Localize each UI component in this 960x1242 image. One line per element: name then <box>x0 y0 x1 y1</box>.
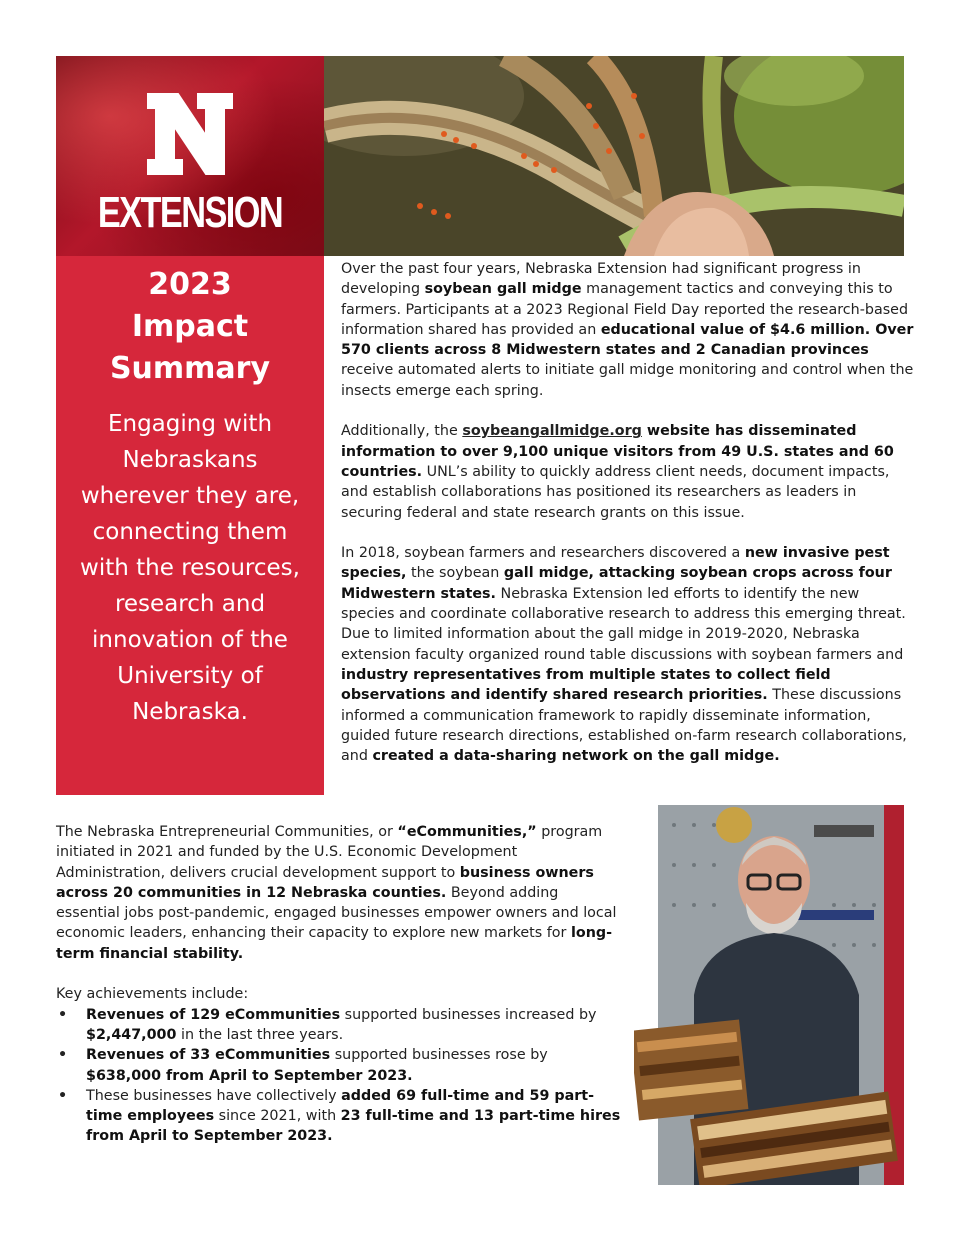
ecommunities-intro <box>56 822 626 964</box>
body-text: Nebraska Extension led efforts to identify the new species and coordinate collaborative research to address this emerging threat. Due to limited information about the gall midge in 2019-2020, Nebraska extension faculty organized round table discussions with soybean farmers and <box>341 585 906 663</box>
gall-midge-paragraph-1 <box>341 259 916 401</box>
emphasis-text: business owners across 20 communities in 12 Nebraska counties. <box>56 864 594 901</box>
soybean-stem-photo <box>324 56 904 256</box>
business-owner-illustration <box>634 805 904 1185</box>
body-text: program initiated in 2021 and funded by the U.S. Economic Development Administration, delivers crucial development support to <box>56 824 603 881</box>
title-impact: Impact <box>131 309 249 344</box>
achievements-list <box>56 1005 626 1147</box>
gall-midge-section <box>341 259 916 787</box>
website-link[interactable]: soybeangallmidge.org <box>462 423 642 440</box>
emphasis-text: Revenues of 129 eCommunities <box>86 1006 341 1023</box>
body-text: supported businesses rose by <box>330 1047 548 1064</box>
achievement-item <box>56 1045 626 1086</box>
emphasis-text: gall midge, attacking soybean crops across four Midwestern states. <box>341 565 892 602</box>
emphasis-text: “eCommunities,” <box>397 824 537 840</box>
emphasis-text: Revenues of 33 eCommunities <box>86 1047 331 1064</box>
emphasis-text: $2,447,000 <box>86 1026 177 1043</box>
emphasis-text: created a data-sharing network on the gall midge. <box>372 748 780 765</box>
soybean-stem-illustration <box>324 56 904 256</box>
achievements-heading: Key achievements include: <box>56 986 249 1003</box>
page-title <box>56 264 324 390</box>
body-text: since 2021, with <box>214 1108 341 1125</box>
impact-summary-column <box>56 256 324 795</box>
body-text: UNL’s ability to quickly address client needs, document impacts, and establish collaborations has positioned its researchers as leaders in securing federal and state research grants on this issue. <box>341 463 890 521</box>
gall-midge-paragraph-2 <box>341 421 916 522</box>
body-text: Beyond adding essential jobs post-pandemic, engaged businesses empower owners and local economic leaders, enhancing their capacity to explore new markets for <box>56 884 617 942</box>
mission-tagline: Engaging with Nebraskans wherever they are, connecting them with the resources, research and innovation of the University of Nebraska. <box>80 411 300 725</box>
body-text: These discussions informed a communication framework to rapidly disseminate information, guided future research directions, established on-farm research collaborations, and <box>341 687 907 765</box>
body-text: Over the past four years, Nebraska Extension had significant progress in developing <box>341 261 861 298</box>
emphasis-text: website has disseminated information to over 9,100 unique visitors from 49 U.S. states and 60 countries. <box>341 423 894 480</box>
achievement-item <box>56 1086 626 1147</box>
body-text: These businesses have collectively <box>86 1087 342 1104</box>
body-text: In 2018, soybean farmers and researchers discovered a <box>341 545 745 562</box>
body-text: management tactics and conveying this to farmers. Participants at a 2023 Regional Field Day reported the research-based information shared has provided an <box>341 281 909 338</box>
body-text: receive automated alerts to initiate gall midge monitoring and control when the insects emerge each spring. <box>341 362 914 399</box>
business-owner-photo <box>634 805 904 1185</box>
emphasis-text: added 69 full-time and 59 part-time employees <box>86 1087 595 1125</box>
extension-logo-panel <box>56 56 324 256</box>
emphasis-text: educational value of $4.6 million. Over 570 clients across 8 Midwestern states and 2 Canadian provinces <box>341 321 914 359</box>
body-text: The Nebraska Entrepreneurial Communities, or <box>56 824 398 840</box>
nebraska-n-logo-icon <box>144 90 236 178</box>
emphasis-text: soybean gall midge <box>424 281 582 298</box>
title-summary: Summary <box>109 351 271 386</box>
gall-midge-paragraph-3 <box>341 543 916 766</box>
emphasis-text: industry representatives from multiple states to collect field observations and identify shared research priorities. <box>341 666 831 704</box>
emphasis-text: $638,000 from April to September 2023. <box>86 1067 413 1084</box>
ecommunities-section <box>56 822 626 1147</box>
extension-wordmark: EXTENSION <box>97 188 283 237</box>
title-year: 2023 <box>148 267 232 302</box>
body-text: the soybean <box>406 565 504 582</box>
body-text: Additionally, the <box>341 423 463 440</box>
body-text: supported businesses increased by <box>340 1006 597 1023</box>
body-text: in the last three years. <box>176 1026 344 1043</box>
emphasis-text: new invasive pest species, <box>341 545 890 582</box>
emphasis-text: long-term financial stability. <box>56 925 613 962</box>
emphasis-text: 23 full-time and 13 part-time hires from April to September 2023. <box>86 1108 621 1145</box>
achievement-item <box>56 1005 626 1046</box>
